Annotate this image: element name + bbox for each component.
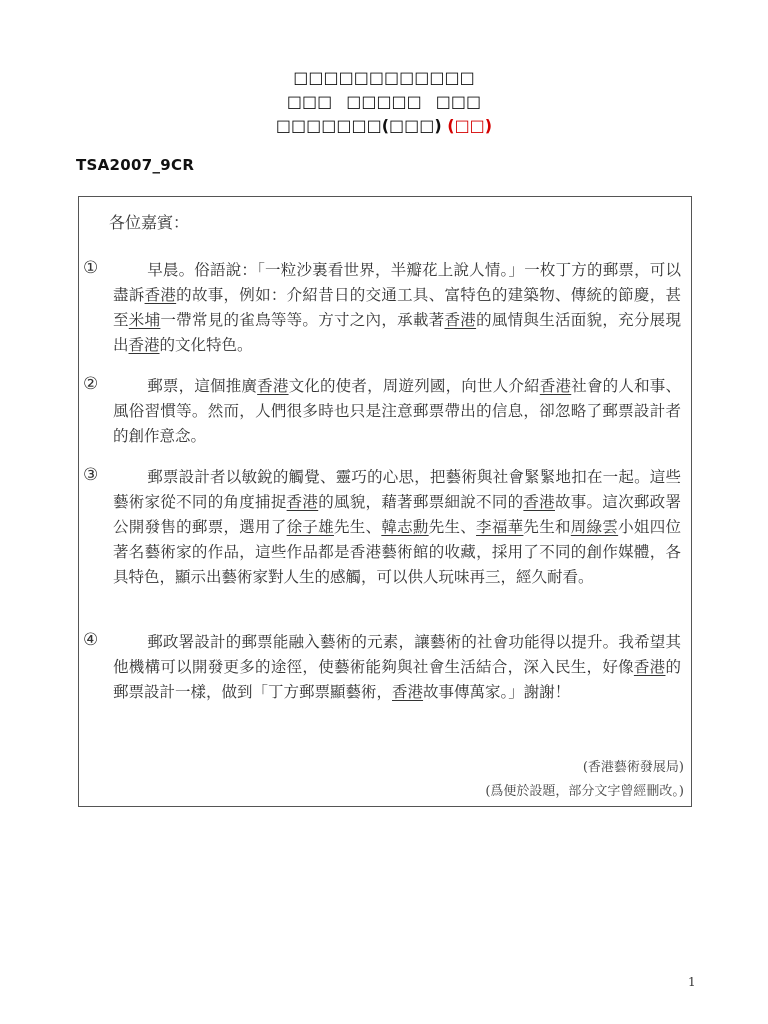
proper-noun-underlined: 香港 bbox=[392, 683, 424, 701]
source-attribution: (香港藝術發展局) bbox=[582, 760, 684, 775]
header-subtitle-part-b: □□□□□ bbox=[346, 92, 422, 111]
proper-noun-underlined: 香港 bbox=[539, 377, 572, 395]
paragraph-text: 的故事，例如：介紹昔日的交通工具、富特色的建築物、傳統的節慶，甚至 bbox=[113, 286, 681, 329]
paragraph-text: 先生、 bbox=[333, 518, 382, 536]
paragraph-number-1: ① bbox=[83, 258, 99, 278]
paragraph-text: 先生、 bbox=[428, 518, 477, 536]
paragraph-number-3: ③ bbox=[83, 465, 99, 485]
paragraph-text: 故事。這次郵政署公開發售的郵票，選用了 bbox=[113, 493, 681, 536]
paragraph-text: 一帶常見的雀鳥等等。方寸之內，承載著 bbox=[160, 311, 445, 329]
document-header bbox=[0, 66, 768, 138]
paragraph-text: 郵政署設計的郵票能融入藝術的元素，讓藝術的社會功能得以提升。我希望其他機構可以開發更多的途徑，使藝術能夠與社會生活結合，深入民生，好像 bbox=[113, 633, 681, 676]
header-section-tag: (□□) bbox=[447, 116, 493, 135]
paragraph-text: 郵票，這個推廣 bbox=[147, 377, 258, 395]
paragraph-number-2: ② bbox=[83, 374, 99, 394]
paragraph-text: 文化的使者，周遊列國，向世人介紹 bbox=[288, 377, 540, 395]
paragraph-text: 的郵票設計一樣，做到「丁方郵票顯藝術， bbox=[113, 658, 681, 701]
paragraph-4 bbox=[113, 630, 681, 705]
proper-noun-underlined: 香港 bbox=[444, 311, 477, 329]
proper-noun-underlined: 韓志勳 bbox=[381, 518, 429, 536]
paragraph-text: 故事傳萬家。」謝謝！ bbox=[423, 683, 571, 701]
paragraph-number-4: ④ bbox=[83, 630, 99, 650]
paragraph-text: 郵票設計者以敏銳的觸覺、靈巧的心思，把藝術與社會緊緊地扣在一起。這些藝術家從不同的角度捕捉 bbox=[113, 468, 681, 511]
header-subtitle bbox=[0, 90, 768, 114]
proper-noun-underlined: 香港 bbox=[633, 658, 666, 676]
header-section-title: □□□□□□□(□□□) bbox=[275, 116, 442, 135]
paragraph-text: 的文化特色。 bbox=[159, 336, 253, 354]
editing-note: (爲便於設題，部分文字曾經刪改。) bbox=[485, 784, 684, 799]
header-section-line bbox=[0, 114, 768, 138]
paragraph-text: 的風貌，藉著郵票細說不同的 bbox=[318, 493, 524, 511]
header-title: □□□□□□□□□□□□ bbox=[293, 68, 475, 87]
paragraph-1 bbox=[113, 258, 681, 358]
proper-noun-underlined: 周綠雲 bbox=[570, 518, 619, 536]
page-number: 1 bbox=[688, 975, 696, 989]
salutation: 各位嘉賓： bbox=[109, 213, 190, 232]
document-code: TSA2007_9CR bbox=[76, 156, 195, 174]
proper-noun-underlined: 香港 bbox=[257, 377, 289, 395]
paragraph-text: 早晨。俗語說：「一粒沙裏看世界，半瓣花上說人情。」一枚丁方的郵票，可以盡訴 bbox=[113, 261, 681, 304]
paragraph-2 bbox=[113, 374, 681, 449]
paragraph-text: 小姐四位著名藝術家的作品，這些作品都是香港藝術館的收藏，採用了不同的創作媒體，各具特色，顯示出藝術家對人生的感觸，可以供人玩味再三，經久耐看。 bbox=[113, 518, 681, 586]
proper-noun-underlined: 香港 bbox=[144, 286, 177, 304]
proper-noun-underlined: 李福華 bbox=[476, 518, 524, 536]
proper-noun-underlined: 香港 bbox=[128, 336, 160, 354]
proper-noun-underlined: 香港 bbox=[523, 493, 555, 511]
header-subtitle-part-c: □□□ bbox=[435, 92, 482, 111]
paragraph-3 bbox=[113, 465, 681, 590]
paragraph-text: 先生和 bbox=[523, 518, 571, 536]
proper-noun-underlined: 香港 bbox=[286, 493, 319, 511]
header-subtitle-part-a: □□□ bbox=[286, 92, 333, 111]
paragraph-text: 社會的人和事、風俗習慣等。然而，人們很多時也只是注意郵票帶出的信息，卻忽略了郵票設計者的創作意念。 bbox=[113, 377, 681, 445]
paragraph-text: 的風情與生活面貌，充分展現出 bbox=[113, 311, 681, 354]
proper-noun-underlined: 米埔 bbox=[128, 311, 161, 329]
proper-noun-underlined: 徐子雄 bbox=[286, 518, 334, 536]
